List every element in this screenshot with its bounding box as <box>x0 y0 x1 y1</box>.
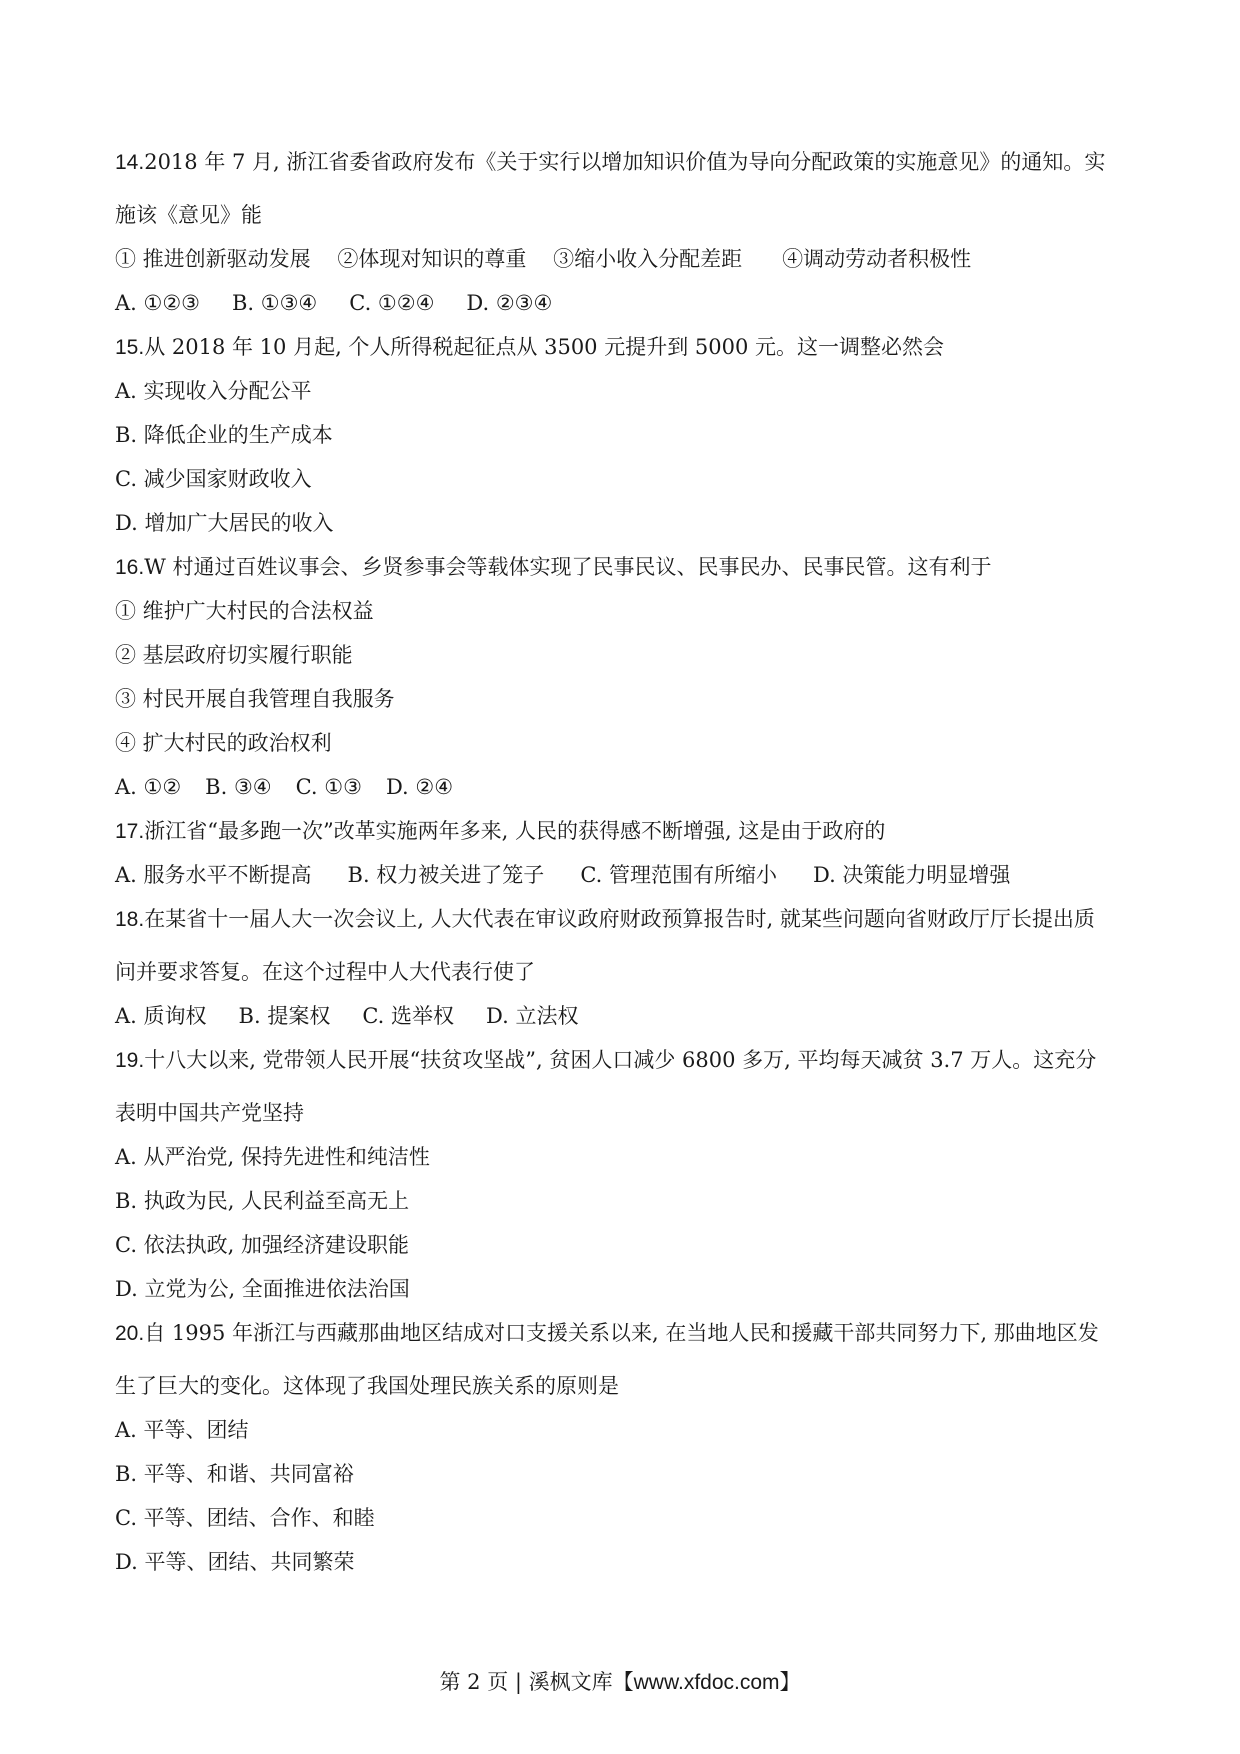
q18-options <box>115 1001 1135 1045</box>
q14-option-d: D. ②③④ <box>466 291 553 315</box>
q20-option-b: B. 平等、和谐、共同富裕 <box>115 1462 354 1486</box>
q15-stem-1: 从 2018 年 10 月起, 个人所得税起征点从 3500 元提升到 5000 元。这一调整必然会 <box>144 335 945 359</box>
q15-option-d: D. 增加广大居民的收入 <box>115 511 334 535</box>
q20-option-d: D. 平等、团结、共同繁荣 <box>115 1550 355 1574</box>
q18-option-d: D. 立法权 <box>486 1004 579 1028</box>
q20-stem-line-1 <box>115 1318 1135 1371</box>
q14-stem-line-2: 施该《意见》能 <box>115 203 262 227</box>
q16-option-d: D. ②④ <box>385 775 454 799</box>
exam-page-content <box>115 147 1135 1591</box>
q16-stem-1: W 村通过百姓议事会、乡贤参事会等载体实现了民事民议、民事民办、民事民管。这有利于 <box>144 555 992 579</box>
library-url[interactable]: 【www.xfdoc.com】 <box>612 1671 801 1694</box>
q14-stem-line-1 <box>115 147 1135 200</box>
q16-choice-2: ② 基层政府切实履行职能 <box>115 643 353 667</box>
q14-choice-3: ③缩小收入分配差距 <box>553 247 743 271</box>
q16-option-b: B. ③④ <box>205 775 272 799</box>
q17-options <box>115 860 1135 904</box>
q19-option-b: B. 执政为民, 人民利益至高无上 <box>115 1189 410 1213</box>
q20-stem-1: 自 1995 年浙江与西藏那曲地区结成对口支援关系以来, 在当地人民和援藏干部共同努力下, 那曲地区发 <box>144 1321 1099 1345</box>
q17-option-d: D. 决策能力明显增强 <box>812 863 1011 887</box>
q15-number: 15. <box>115 336 145 359</box>
q19-stem-1: 十八大以来, 党带领人民开展“扶贫攻坚战”, 贫困人口减少 6800 多万, 平均每天减贫 3.7 万人。这充分 <box>144 1048 1097 1072</box>
q14-choices <box>115 244 1135 288</box>
q17-option-a: A. 服务水平不断提高 <box>115 863 312 887</box>
q19-stem-line-1 <box>115 1045 1135 1098</box>
q14-option-c: C. ①②④ <box>349 291 435 315</box>
q18-stem-line-1 <box>115 904 1135 957</box>
q18-stem-1: 在某省十一届人大一次会议上, 人大代表在审议政府财政预算报告时, 就某些问题向省财政厅厅长提出质 <box>144 907 1095 931</box>
q20-option-a: A. 平等、团结 <box>115 1418 249 1442</box>
q18-option-c: C. 选举权 <box>362 1004 454 1028</box>
page-number: 第 2 页 <box>439 1670 509 1694</box>
page-footer <box>0 1668 1240 1697</box>
library-name: 溪枫文库 <box>528 1670 613 1694</box>
q15-stem-line-1 <box>115 332 1135 376</box>
q18-option-a: A. 质询权 <box>115 1004 207 1028</box>
q16-choice-1: ① 维护广大村民的合法权益 <box>115 599 374 623</box>
q16-option-a: A. ①② <box>115 775 182 799</box>
footer-separator: | <box>508 1670 529 1694</box>
q20-number: 20. <box>115 1322 145 1345</box>
q16-options <box>115 772 1135 816</box>
q17-option-b: B. 权力被关进了笼子 <box>347 863 545 887</box>
q17-stem-1: 浙江省“最多跑一次”改革实施两年多来, 人民的获得感不断增强, 这是由于政府的 <box>144 819 886 843</box>
q17-option-c: C. 管理范围有所缩小 <box>580 863 777 887</box>
q18-number: 18. <box>115 908 145 931</box>
q19-option-d: D. 立党为公, 全面推进依法治国 <box>115 1277 410 1301</box>
q19-option-a: A. 从严治党, 保持先进性和纯洁性 <box>115 1145 430 1169</box>
q19-option-c: C. 依法执政, 加强经济建设职能 <box>115 1233 410 1257</box>
q14-choice-2: ②体现对知识的尊重 <box>337 247 527 271</box>
q15-option-a: A. 实现收入分配公平 <box>115 379 312 403</box>
q20-option-c: C. 平等、团结、合作、和睦 <box>115 1506 375 1530</box>
q19-number: 19. <box>115 1049 145 1072</box>
q16-choice-3: ③ 村民开展自我管理自我服务 <box>115 687 395 711</box>
q14-choice-4: ④调动劳动者积极性 <box>782 247 972 271</box>
q16-stem-line-1 <box>115 552 1135 596</box>
q20-stem-line-2: 生了巨大的变化。这体现了我国处理民族关系的原则是 <box>115 1374 619 1398</box>
q14-stem-1: 2018 年 7 月, 浙江省委省政府发布《关于实行以增加知识价值为导向分配政策的实施意见》的通知。实 <box>144 150 1106 174</box>
q17-stem-line-1 <box>115 816 1135 860</box>
q14-option-a: A. ①②③ <box>115 291 200 315</box>
q16-number: 16. <box>115 556 145 579</box>
q14-number: 14. <box>115 151 145 174</box>
q14-options <box>115 288 1135 332</box>
q15-option-b: B. 降低企业的生产成本 <box>115 423 333 447</box>
q14-choice-1: ① 推进创新驱动发展 <box>115 247 311 271</box>
q16-choice-4: ④ 扩大村民的政治权利 <box>115 731 332 755</box>
q15-option-c: C. 减少国家财政收入 <box>115 467 312 491</box>
q17-number: 17. <box>115 820 145 843</box>
q18-stem-line-2: 问并要求答复。在这个过程中人大代表行使了 <box>115 960 535 984</box>
q18-option-b: B. 提案权 <box>238 1004 331 1028</box>
q16-option-c: C. ①③ <box>295 775 362 799</box>
q14-option-b: B. ①③④ <box>232 291 318 315</box>
q19-stem-line-2: 表明中国共产党坚持 <box>115 1101 304 1125</box>
